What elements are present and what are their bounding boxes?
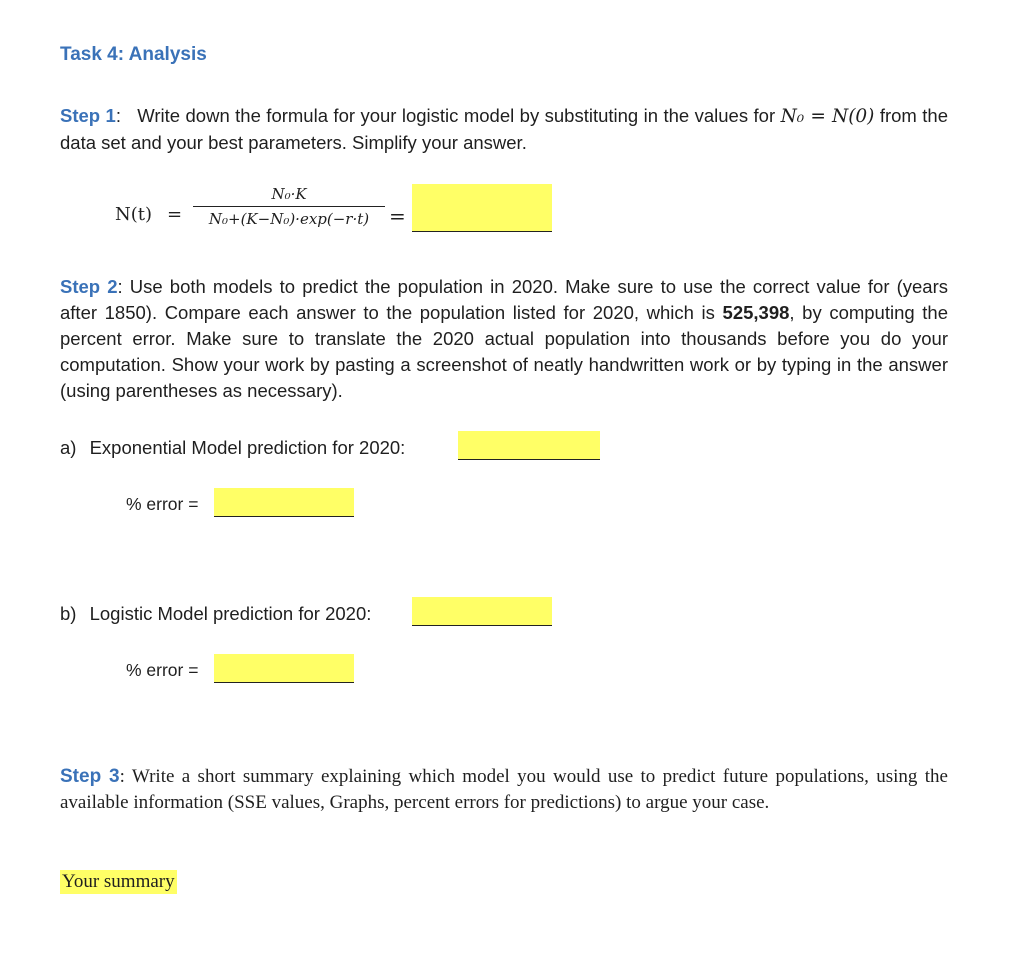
formula-denominator: N₀+(K−N₀)·exp(−r·t) — [208, 210, 370, 228]
step1-colon: : — [115, 105, 121, 126]
part-b-text: Logistic Model prediction for 2020: — [89, 603, 372, 624]
step1-text-a: Write down the formula for your logistic model by substituting in the values for — [137, 105, 776, 126]
step1-label: Step 1 — [60, 105, 116, 126]
formula-fraction — [193, 185, 385, 228]
step3-paragraph — [60, 764, 948, 816]
step3-text: Write a short summary explaining which model you would use to predict future populations, using the available information (SSE values, Graphs, percent errors for predictions) to argue your case. — [60, 766, 948, 813]
logistic-prediction-field[interactable] — [412, 597, 552, 626]
formula-eq2: = — [389, 204, 406, 228]
step3-label: Step 3 — [60, 766, 120, 787]
part-b-label: b) — [60, 603, 77, 624]
step2-text-b: , by computing the percent error. Make sure to translate the 2020 actual population into thousands before you do your computation. Show your work by pasting a screenshot of neatly handwritten work or by typing in the answer (using parentheses as necessary). — [60, 302, 949, 401]
part-a-error-label: % error = — [126, 494, 199, 514]
formula-answer-field[interactable] — [412, 184, 552, 232]
step2-paragraph — [60, 274, 948, 404]
formula-numerator: N₀·K — [271, 185, 307, 203]
exponential-prediction-field[interactable] — [458, 431, 600, 460]
part-b-row — [60, 603, 371, 625]
summary-field[interactable]: Your summary — [62, 871, 175, 892]
formula-lhs — [115, 204, 182, 225]
part-a-row — [60, 437, 405, 459]
step1-math-n0: N₀ = N(0) — [780, 106, 875, 127]
exponential-error-field[interactable] — [214, 488, 354, 517]
logistic-error-field[interactable] — [214, 654, 354, 683]
formula-lhs-text: N(t) — [115, 204, 153, 225]
part-a-text: Exponential Model prediction for 2020: — [89, 437, 406, 458]
formula-eq1: = — [167, 204, 183, 225]
step2-population: 525,398 — [722, 302, 790, 323]
step1-paragraph — [60, 103, 948, 156]
step2-colon: : — [117, 276, 123, 297]
part-b-error-label: % error = — [126, 660, 199, 680]
step1-text-b: from the data set and your best parameters. Simplify your answer. — [60, 105, 948, 153]
step2-text-a: Use both models to predict the population in 2020. Make sure to use the correct value for (years after 1850). Compare each answer to the population listed for 2020, which is — [60, 276, 948, 323]
step3-colon: : — [119, 766, 125, 787]
part-a-label: a) — [60, 437, 77, 458]
task-title: Task 4: Analysis — [60, 44, 207, 65]
step2-label: Step 2 — [60, 276, 118, 297]
